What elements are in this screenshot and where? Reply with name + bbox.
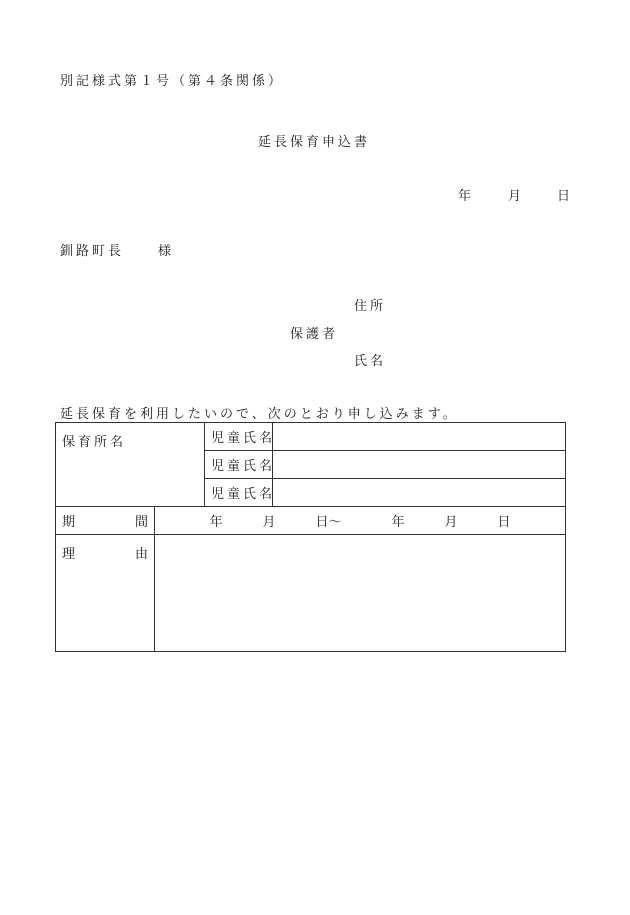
period-field[interactable]: [155, 507, 566, 535]
facility-label: 保育所名: [56, 423, 205, 507]
date-day-label: 日: [557, 189, 574, 204]
reason-label-b: 由: [134, 547, 148, 562]
child-name-field[interactable]: [273, 451, 566, 479]
reason-row: [56, 535, 566, 652]
period-label-b: 間: [134, 515, 148, 530]
child-name-label: 児童氏名: [205, 423, 273, 451]
start-day-label: 日: [315, 515, 329, 530]
guardian-label: 保護者: [290, 327, 339, 342]
end-year-label: 年: [391, 515, 405, 530]
application-table: [55, 422, 566, 652]
start-month-label: 月: [262, 515, 276, 530]
start-year-label: 年: [209, 515, 223, 530]
addressee-name: 釧路町長: [60, 244, 125, 259]
addressee-honorific: 様: [158, 244, 175, 259]
child-name-label: 児童氏名: [205, 479, 273, 507]
end-month-label: 月: [444, 515, 458, 530]
table-row: [56, 423, 566, 451]
date-year-label: 年: [458, 189, 475, 204]
child-name-field[interactable]: [273, 479, 566, 507]
period-label: [56, 507, 155, 535]
end-day-label: 日: [497, 515, 511, 530]
period-label-a: 期: [62, 515, 76, 530]
reason-label: [56, 535, 155, 652]
period-row: [56, 507, 566, 535]
reason-label-a: 理: [62, 547, 76, 562]
intro-text: 延長保育を利用したいので、次のとおり申し込みます。: [60, 407, 459, 422]
form-number: 別記様式第１号（第４条関係）: [60, 74, 285, 89]
reason-field[interactable]: [155, 535, 566, 652]
address-label: 住所: [354, 299, 387, 314]
date-month-label: 月: [508, 189, 525, 204]
child-name-field[interactable]: [273, 423, 566, 451]
page-title: 延長保育申込書: [258, 135, 371, 150]
tilde-separator: ～: [328, 515, 342, 530]
child-name-label: 児童氏名: [205, 451, 273, 479]
name-label: 氏名: [354, 354, 387, 369]
period-value: [161, 511, 559, 530]
